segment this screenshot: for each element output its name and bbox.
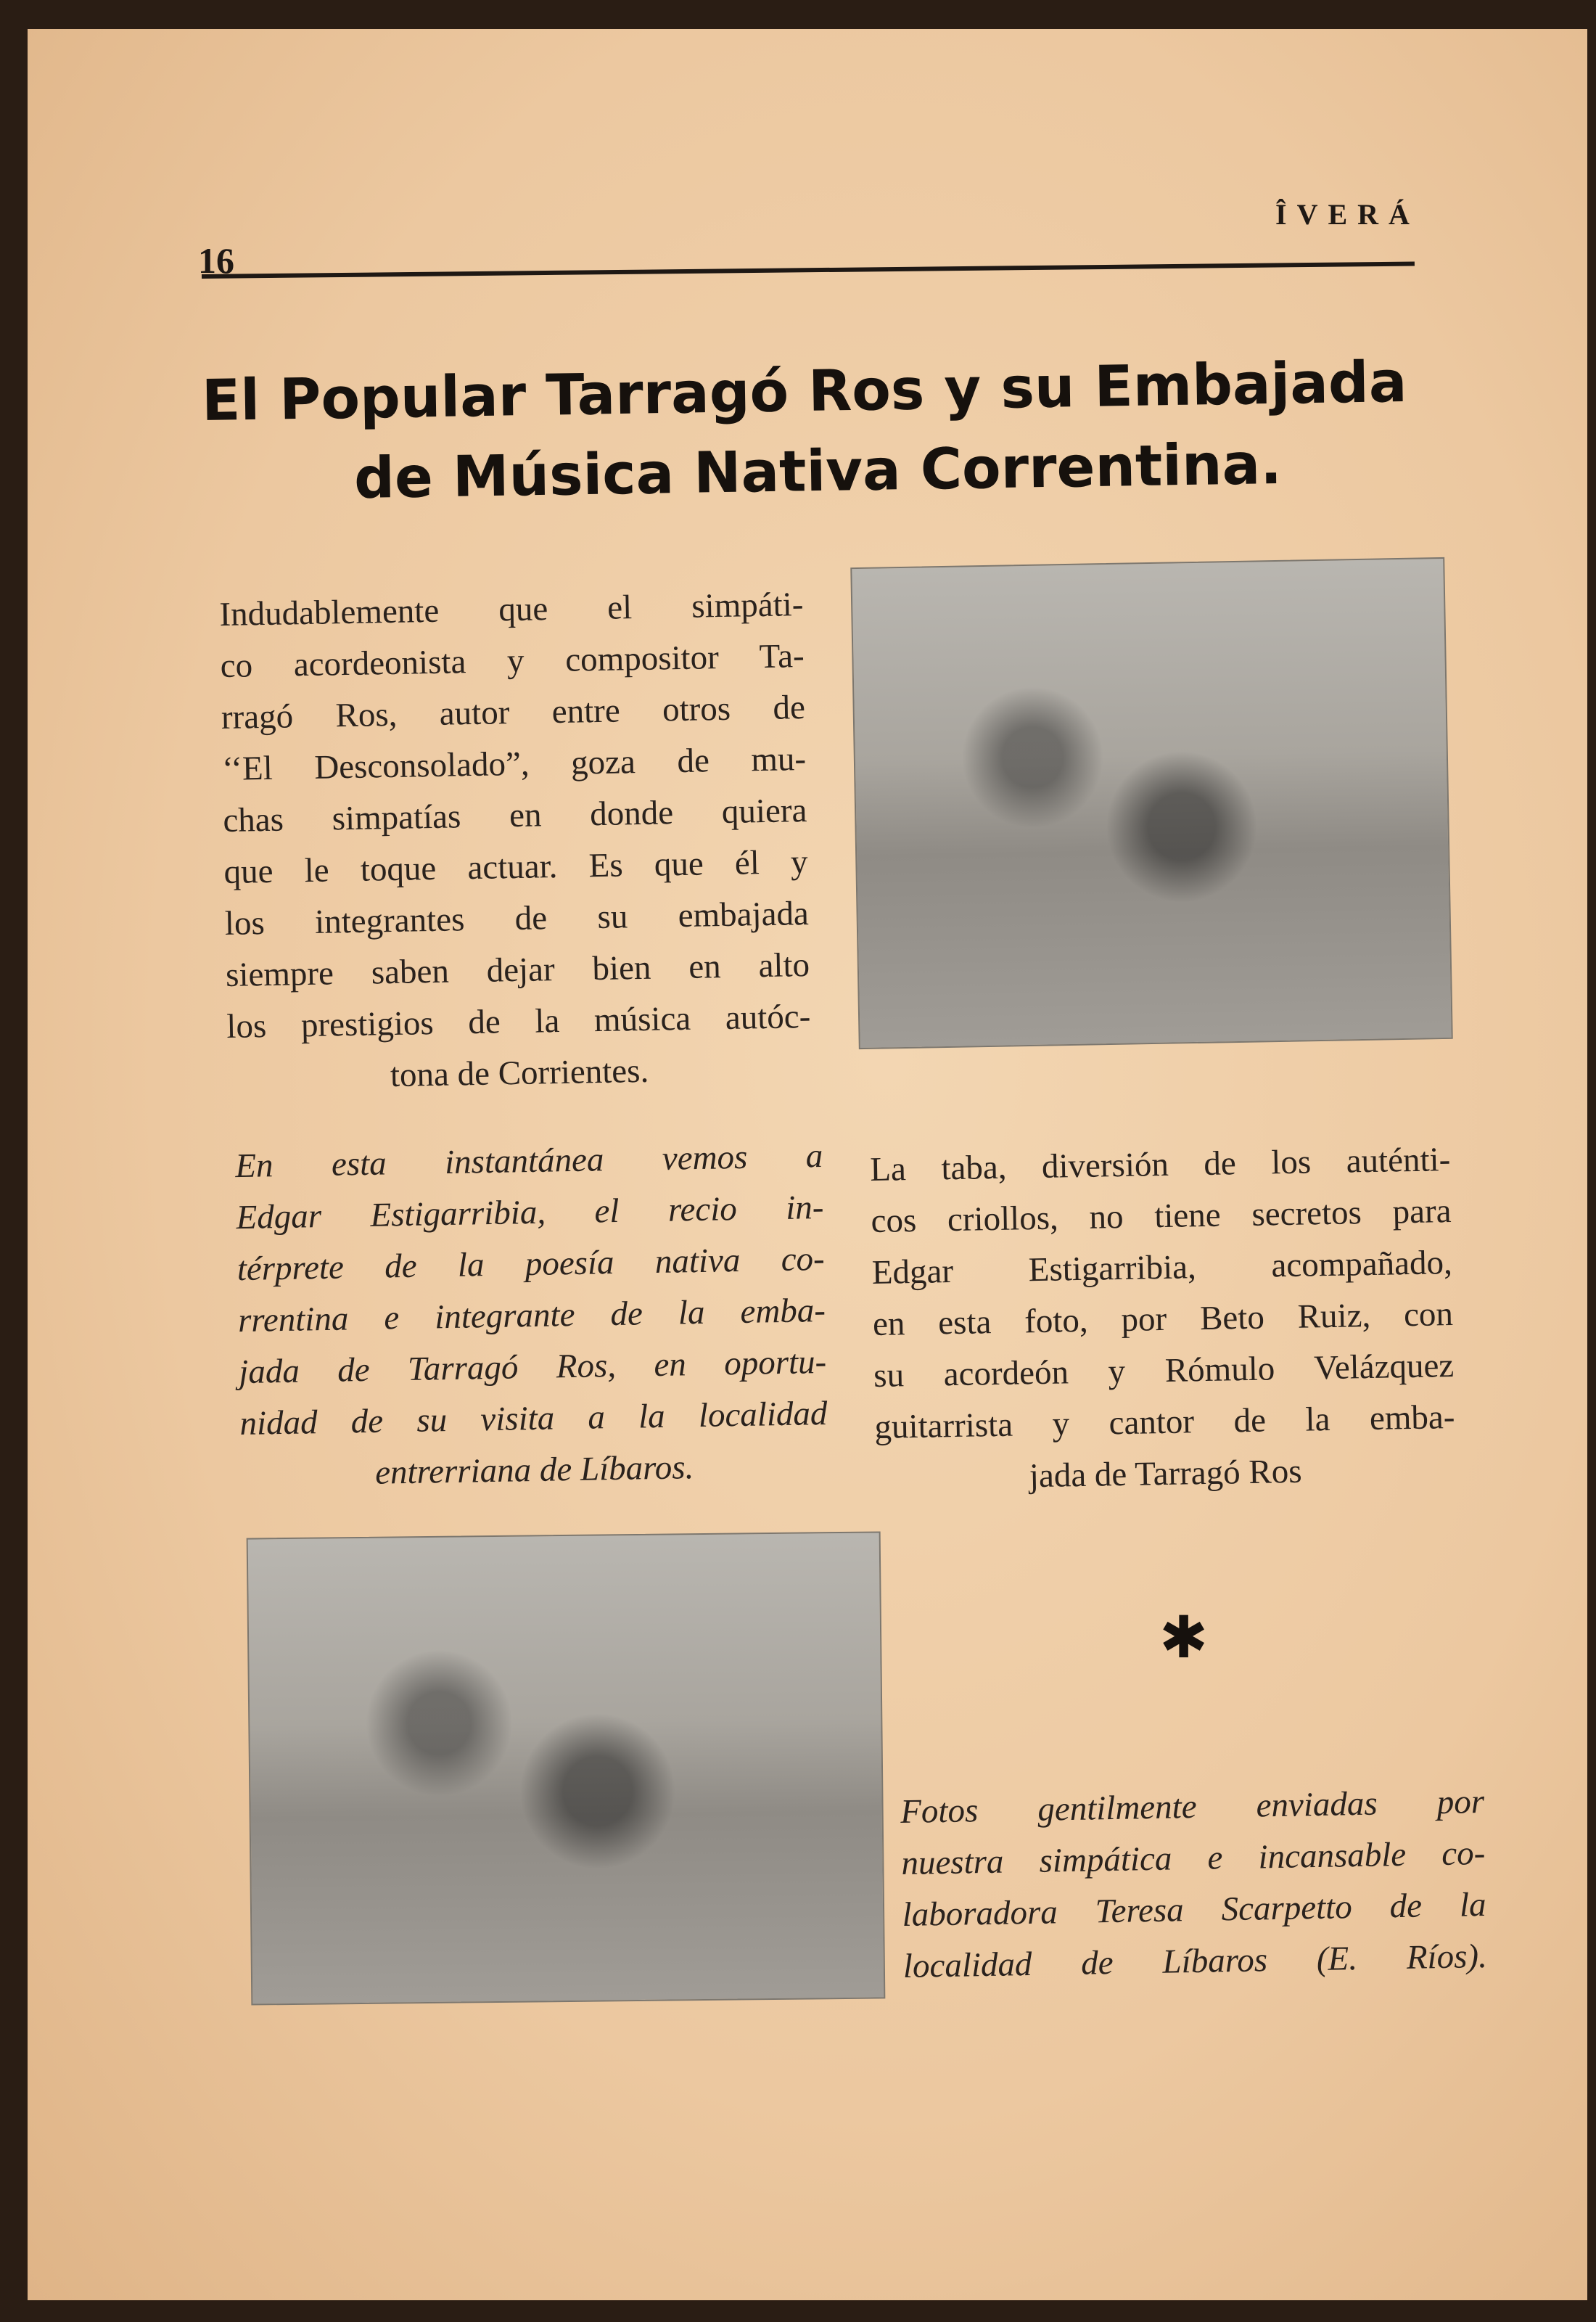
photo-credits (900, 1776, 1488, 1993)
text-line: su acordeón y Rómulo Velázquez (873, 1347, 1455, 1395)
asterisk-separator-icon: ✱ (1159, 1604, 1209, 1671)
text-line: siempre saben dejar bien en alto (225, 945, 810, 994)
text-line: laboradora Teresa Scarpetto de la (902, 1885, 1487, 1935)
text-line: Indudablemente que el simpáti- (219, 586, 804, 634)
text-line: entrerriana de Líbaros. (374, 1448, 694, 1492)
text-line: jada de Tarragó Ros (1029, 1452, 1302, 1496)
magazine-name: ÎVERÁ (1275, 198, 1420, 231)
photo-musicians (850, 557, 1452, 1049)
text-line: Edgar Estigarribia, acompañado, (871, 1244, 1453, 1292)
text-line: cos criollos, no tiene secretos para (871, 1192, 1452, 1240)
caption-right (870, 1134, 1457, 1505)
article-title-line-1: El Popular Tarragó Ros y su Embajada (201, 349, 1408, 435)
text-line: que le toque actuar. Es que él y (223, 842, 809, 892)
article-title-line-2: de Música Nativa Correntina. (353, 431, 1283, 512)
text-line: chas simpatías en donde quiera (222, 791, 807, 840)
text-line: nuestra simpática e incansable co- (900, 1834, 1486, 1883)
text-line: tona de Corrientes. (390, 1051, 649, 1095)
text-line: los integrantes de su embajada (224, 894, 810, 943)
text-line: guitarrista y cantor de la emba- (874, 1398, 1455, 1446)
text-line: rragó Ros, autor entre otros de (221, 689, 806, 737)
text-line: localidad de Líbaros (E. Ríos). (902, 1937, 1488, 1986)
text-line: co acordeonista y compositor Ta- (220, 637, 805, 686)
text-line: En esta instantánea vemos a (234, 1136, 823, 1186)
text-line: Fotos gentilmente enviadas por (900, 1782, 1485, 1831)
text-line: térprete de la poesía nativa co- (236, 1239, 826, 1289)
header-rule (202, 261, 1415, 279)
intro-paragraph (219, 579, 812, 1104)
text-line: jada de Tarragó Ros, en oportu- (238, 1342, 827, 1392)
text-line: nidad de su visita a la localidad (239, 1394, 828, 1443)
text-line: Edgar Estigarribia, el recio in- (236, 1188, 824, 1237)
text-line: ‘‘El Desconsolado”, goza de mu- (221, 739, 807, 789)
photo-singer (247, 1531, 886, 2005)
magazine-page (28, 29, 1587, 2300)
page-number: 16 (198, 240, 234, 281)
text-line: los prestigios de la música autóc- (226, 997, 811, 1046)
text-line: La taba, diversión de los auténti- (869, 1141, 1451, 1189)
caption-left (235, 1131, 829, 1501)
text-line: en esta foto, por Beto Ruiz, con (872, 1295, 1454, 1343)
text-line: rrentina e integrante de la emba- (237, 1291, 826, 1340)
